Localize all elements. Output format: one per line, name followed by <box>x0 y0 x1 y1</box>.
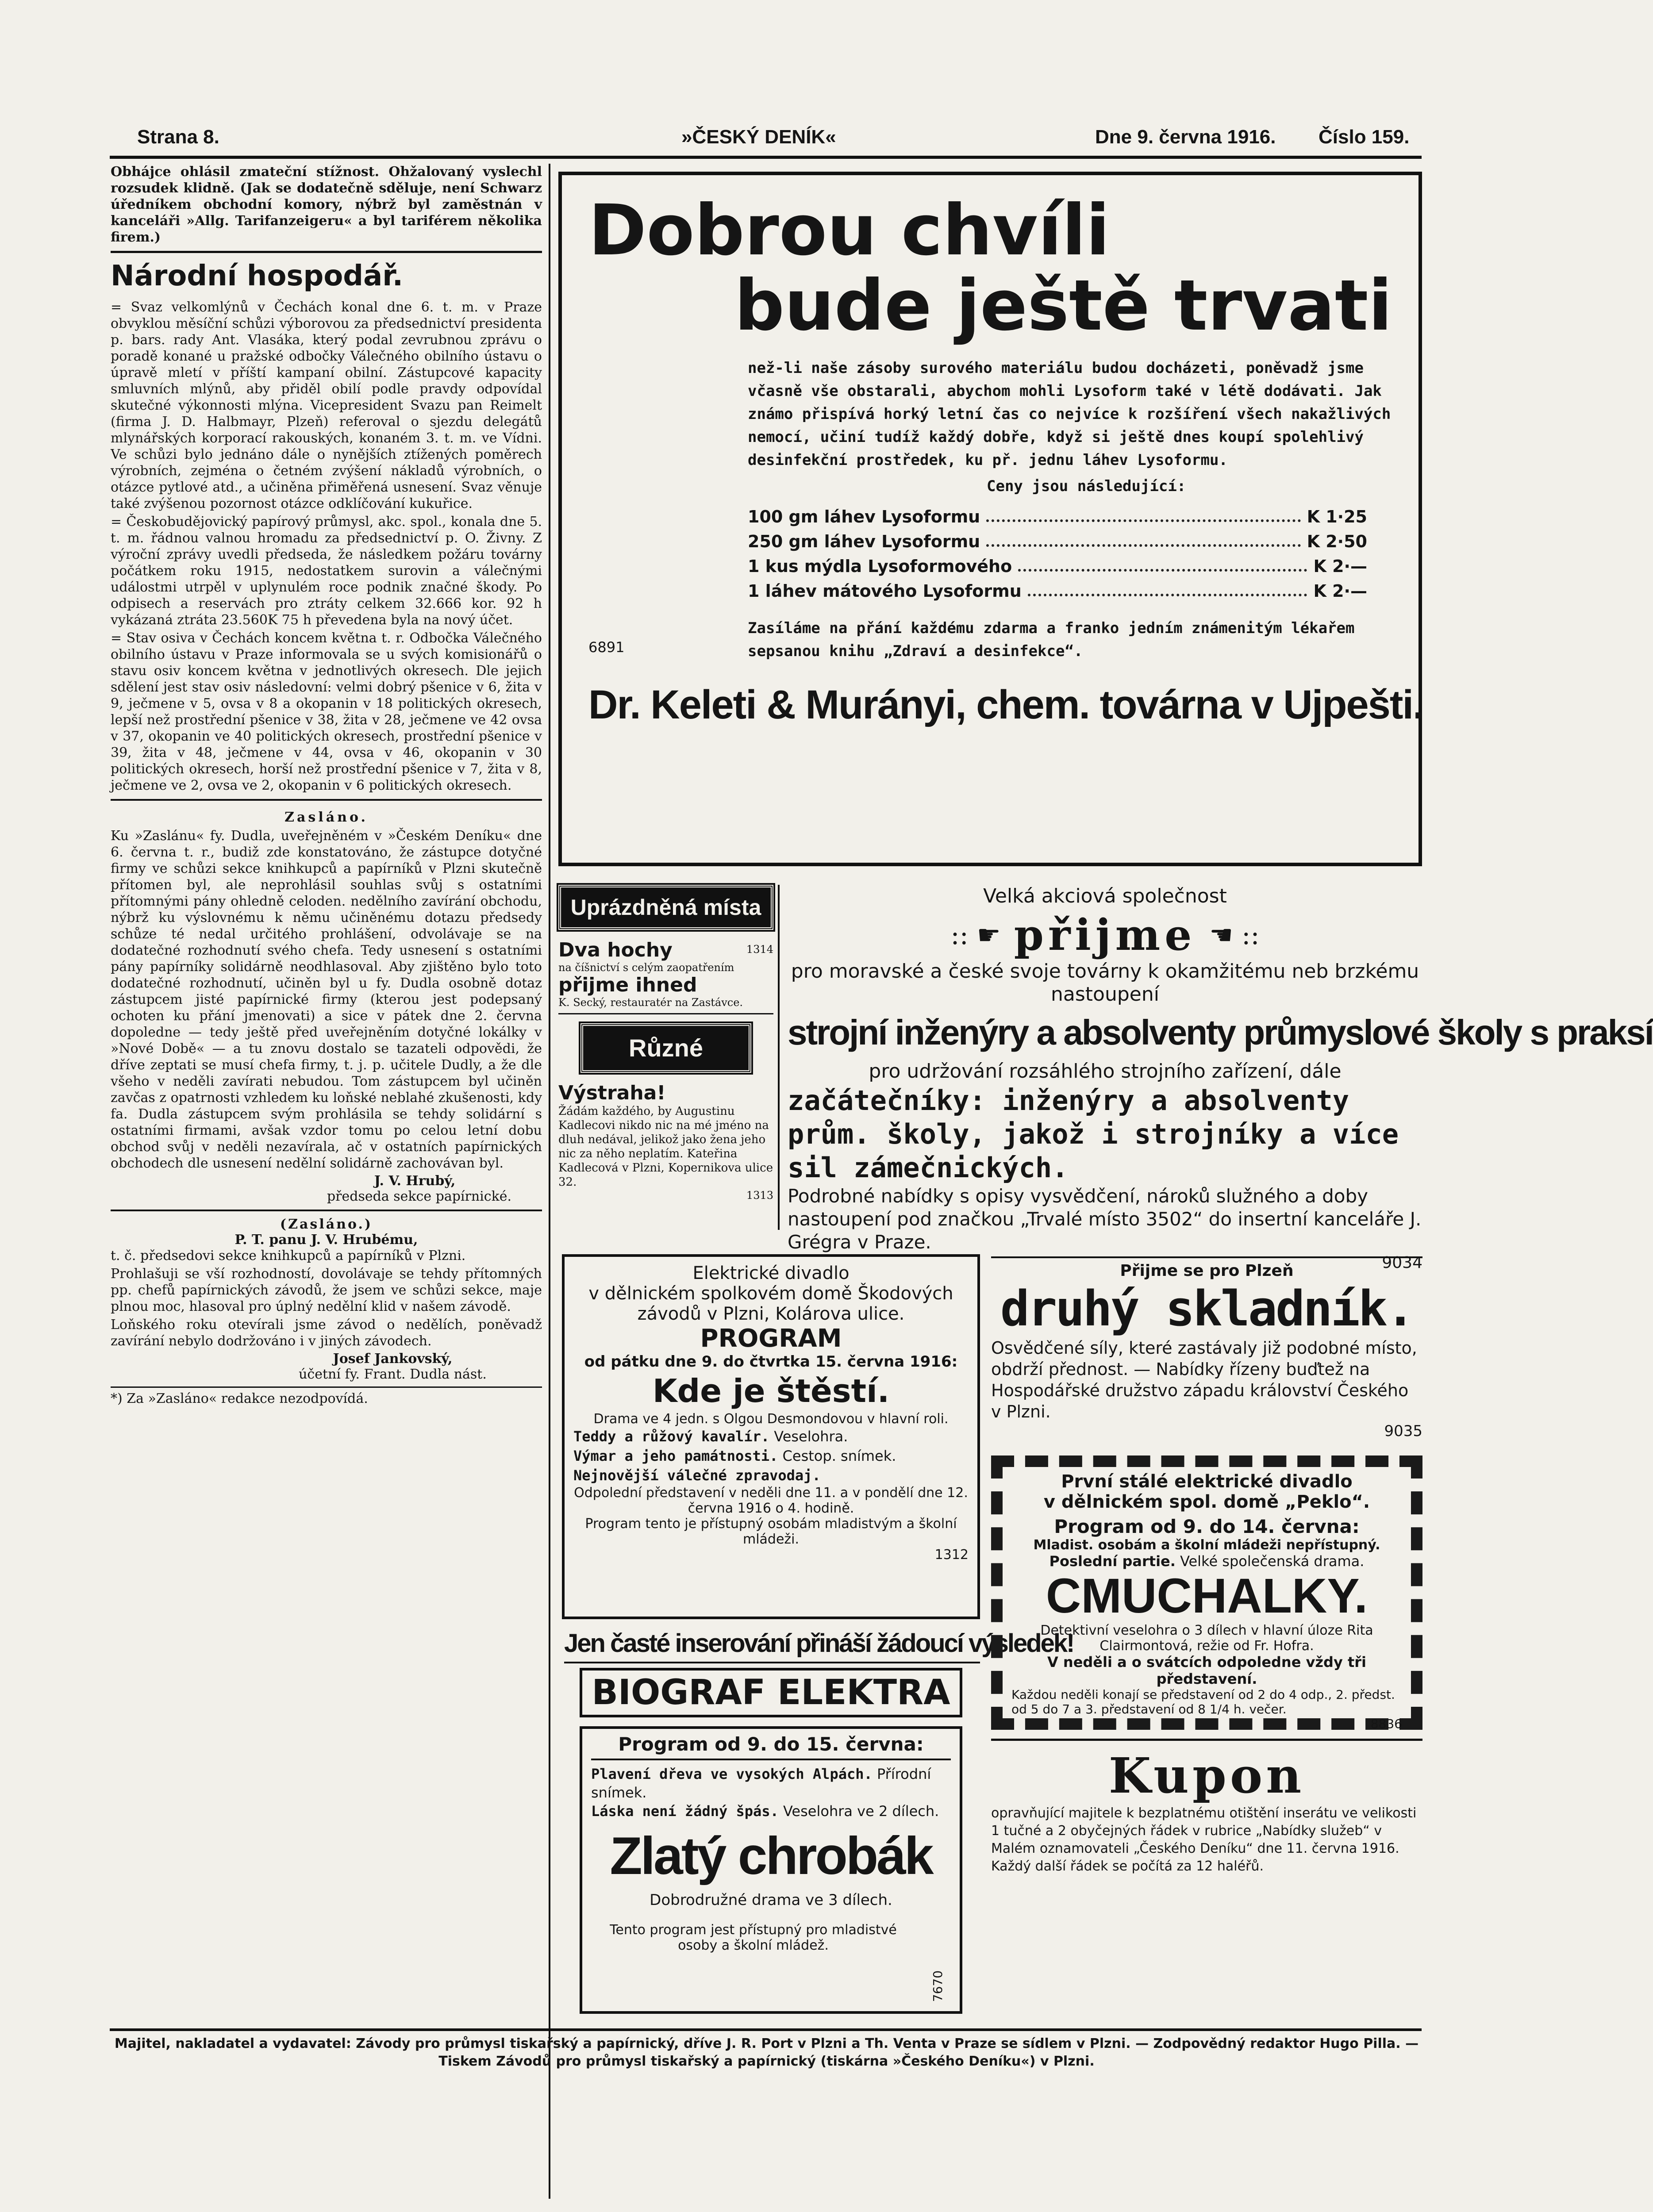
price-leader <box>986 529 1300 547</box>
skladnik-text: Osvědčené síly, které zastávaly již podobné místo, obdrží přednost. — Nabídky řízeny buďtež na Hospodářské družstvo západu království Českého v Plzni. <box>991 1338 1417 1421</box>
footer: Majitel, nakladatel a vydavatel: Závody pro průmysl tiskařský a papírnický, dříve J. R. Port v Plzni a Th. Venta v Praze se sídlem v Plzni. — Zodpovědný redaktor Hugo Pilla. — Tiskem Závodů pro průmysl tiskařský a papírnický (tiskárna »Českého Deníku«) v Plzni. <box>114 2036 1419 2069</box>
warning-title: Výstraha! <box>558 1082 666 1104</box>
theatre-code: 1312 <box>934 1547 969 1563</box>
price-row <box>748 579 1367 603</box>
hiring-details: Podrobné nabídky s opisy vysvědčení, nároků služného a doby nastoupení pod značkou „Trvalé místo 3502“ do insertní kanceláře J. Grégra v Praze. <box>788 1185 1422 1253</box>
peklo-note: Mladist. osobám a školní mládeži nepřístupný. <box>1033 1537 1380 1553</box>
lysoform-headline-1: Dobrou chvíli <box>588 190 1110 271</box>
hiring-top: Velká akciová společnost <box>983 885 1227 907</box>
biograf-note: Tento program jest přístupný pro mladistvé osoby a školní mládež. <box>610 1922 897 1953</box>
price-value: K 2·50 <box>1307 532 1367 551</box>
paper-title: »ČESKÝ DENÍK« <box>681 126 836 148</box>
theatre-desc: Drama ve 4 jedn. s Olgou Desmondovou v hlavní roli. <box>593 1411 949 1427</box>
page-header <box>0 126 1533 153</box>
warning-code: 1313 <box>746 1189 773 1202</box>
kupon-title: Kupon <box>1108 1747 1305 1804</box>
peklo-line-1: První stálé elektrické divadlo <box>1061 1471 1353 1492</box>
skladnik-ad <box>991 1256 1422 1442</box>
theatre-line-1: Elektrické divadlo <box>692 1263 850 1283</box>
zaslano-title: Zasláno. <box>284 810 368 825</box>
hiring-line-2: pro udržování rozsáhlého strojního zařízení, dále <box>869 1060 1342 1083</box>
zaslano-signature: J. V. Hrubý, <box>374 1173 456 1189</box>
peklo-line-2: v dělnickém spol. domě „Peklo“. <box>1043 1492 1370 1512</box>
theatre-times: Odpolední představení v neděli dne 11. a v pondělí dne 12. června 1916 o 4. hodině. <box>574 1485 968 1516</box>
column-divider <box>549 164 550 2199</box>
biograf-film-2: Láska není žádný špás. <box>591 1803 779 1820</box>
zaslano2-address: P. T. panu J. V. Hrubému, <box>234 1232 418 1248</box>
biograf-name: BIOGRAF ELEKTRA <box>580 1668 962 1717</box>
left-column <box>111 164 542 2119</box>
zaslano2-title: (Zasláno.) <box>280 1217 373 1232</box>
kupon-ad <box>991 1739 1422 2022</box>
skladnik-title: druhý skladník. <box>1000 1280 1414 1337</box>
price-value: K 2·— <box>1313 581 1367 601</box>
price-row <box>748 504 1367 529</box>
peklo-last-type: Velké společenská drama. <box>1180 1553 1365 1570</box>
page-number: Strana 8. <box>137 126 219 148</box>
zaslano2-signature: Josef Jankovský, <box>333 1351 453 1367</box>
price-leader <box>1018 554 1307 572</box>
article-osiva: = Stav osiva v Čechách koncem května t. r. Odbočka Válečného obilního ústavu v Praze informovala se u svých komisionářů o stavu osiv koncem května v jednotlivých okresech. Dle jejich sdělení jest stav osiv následovní: velmi dobrý pšenice v 6, žita v 9, ječmene v 5, ovsa v 8 a okopanin v 18 politických okresech, lepší než prostřední pšenice v 38, žita v 28, ječmene ve 42 ovsa v 37, okopanin ve 40 politických okresech, prostřední pšenice v 39, žita v 48, ječmene v 44, ovsa v 46, okopanin v 30 politických okresech, horší než prostřední pšenice v 7, žita v 8, ječmene ve 2, ovsa ve 2, okopanin v 6 politických okresech. <box>111 630 542 793</box>
theatre-title: Kde je štěstí. <box>652 1372 890 1409</box>
lysoform-offer: Zasíláme na přání každému zdarma a franko jedním známenitým lékařem sepsanou knihu „Zdraví a desinfekce“. <box>748 619 1355 660</box>
skladnik-top: Přijme se pro Plzeň <box>1120 1262 1294 1280</box>
price-leader <box>1028 579 1307 596</box>
peklo-ad <box>991 1455 1422 1730</box>
peklo-last: Poslední partie. <box>1049 1553 1176 1570</box>
lysoform-headline-2: bude ještě trvati <box>734 265 1392 346</box>
biograf-film-1: Plavení dřeva ve vysokých Alpách. <box>591 1766 873 1782</box>
boys-title: Dva hochy <box>558 939 673 961</box>
theatre-film-2: Teddy a růžový kavalír. <box>573 1428 770 1445</box>
hiring-pointer-right-icon: ☚ :: <box>1209 919 1260 951</box>
biograf-film-1-type: Přírodní snímek. <box>591 1766 931 1801</box>
peklo-dates: Program od 9. do 14. června: <box>1054 1516 1360 1537</box>
hiring-code: 9034 <box>1382 1254 1422 1272</box>
price-row <box>748 529 1367 554</box>
kupon-text: opravňující majitele k bezplatnému otištění inserátu ve velikosti 1 tučné a 2 obyčejných řádek v rubrice „Nabídky služeb“ v Malém oznamovateli „Českého Deníku“ dne 11. června 1916. Každý další řádek se počítá za 12 haléřů. <box>991 1805 1417 1874</box>
theatre-film-4: Nejnovější válečné zpravodaj. <box>573 1467 821 1484</box>
theatre-note: Program tento je přístupný osobám mladistvým a školní mládeži. <box>585 1516 957 1547</box>
zaslano2-address-role: t. č. předsedovi sekce knihkupců a papírníků v Plzni. <box>111 1248 466 1263</box>
section-rule-3 <box>111 1210 542 1211</box>
hiring-pointer-left-icon: :: ☛ <box>950 919 1001 951</box>
price-value: K 2·— <box>1313 557 1367 576</box>
hiring-beginners: začátečníky: inženýry a absolventy prům. školy, jakož i strojníky a více sil zámečnických. <box>788 1084 1399 1184</box>
tag-vacancies: Uprázdněná místa <box>558 885 773 930</box>
warning-text: Žádám každého, by Augustinu Kadlecovi nikdo nic na mé jméno na dluh nedával, jelikož jako žena jeho nic za něho neplatím. Kateřina Kadlecová v Plzni, Kopernikova ulice 32. <box>558 1105 773 1189</box>
theatre-line-3: závodů v Plzni, Kolárova ulice. <box>637 1304 905 1324</box>
lysoform-code: 6891 <box>588 639 625 656</box>
biograf-film-2-type: Veselohra ve 2 dílech. <box>783 1803 939 1820</box>
issue-date: Dne 9. června 1916. <box>1095 126 1276 148</box>
lysoform-ad <box>558 172 1422 866</box>
biograf-title: Zlatý chrobák <box>610 1826 932 1886</box>
biograf-program: Program od 9. do 15. června: <box>591 1733 951 1760</box>
peklo-daily: Každou neděli konají se představení od 2 do 4 odp., 2. předst. od 5 do 7 a 3. představení od 8 1/4 h. večer. <box>1011 1687 1395 1717</box>
biograf-program-box <box>580 1726 962 2014</box>
footnote: *) Za »Zasláno« redakce nezodpovídá. <box>111 1391 368 1406</box>
intro-text: Obhájce ohlásil zmateční stížnost. Ohžalovaný vyslechl rozsudek klidně. (Jak se dodatečně sděluje, není Schwarz úředníkem obchodní komory, nýbrž byl zaměstnán v kanceláři »Allg. Tarifanzeigeru« a byl tariférem několika firem.) <box>111 164 542 245</box>
price-item: 250 gm láhev Lysoformu <box>748 532 980 551</box>
peklo-code: 8836 <box>1370 1717 1402 1731</box>
theatre-ad <box>562 1254 980 1619</box>
section-title: Národní hospodář. <box>111 260 404 292</box>
slogan: Jen časté inserování přináší žádoucí výsledek! <box>564 1624 980 1663</box>
boys-code: 1314 <box>746 943 773 956</box>
price-value: K 1·25 <box>1307 507 1367 526</box>
lysoform-body: než-li naše zásoby surového materiálu budou docházeti, poněvadž jsme včasně vše obstarali, abychom mohli Lysoform také v létě dodávati. Jak známo přispívá horký letní čas co nejvíce k rozšíření všech nakažlivých nemocí, učiní tudíž každý dobře, když si ještě dnes koupí spolehlivý desinfekční prostředek, ku př. jednu láhev Lysoformu. <box>748 359 1391 469</box>
small-ads <box>558 885 780 1230</box>
theatre-line-2: v dělnickém spolkovém domě Škodových <box>588 1283 953 1304</box>
biograf-code: 7670 <box>930 1970 945 2002</box>
theatre-film-3-type: Cestop. snímek. <box>782 1448 896 1464</box>
lysoform-prices-title: Ceny jsou následující: <box>987 477 1186 495</box>
theatre-film-3: Výmar a jeho památnosti. <box>573 1448 778 1464</box>
issue-number: Číslo 159. <box>1319 126 1410 148</box>
biograf-ad <box>562 1668 980 2017</box>
boys-title-2: přijme ihned <box>558 974 697 996</box>
hiring-line-1: pro moravské a české svoje továrny k okamžitému neb brzkému nastoupení <box>791 960 1419 1006</box>
section-rule <box>111 251 542 253</box>
peklo-sunday: V neděli a o svátcích odpoledne vždy tři představení. <box>1047 1654 1366 1687</box>
footer-rule <box>110 2028 1422 2031</box>
peklo-title: CMUCHALKY. <box>1046 1569 1368 1623</box>
header-rule <box>110 156 1422 159</box>
theatre-program: PROGRAM <box>700 1324 842 1353</box>
price-list <box>748 504 1367 603</box>
zaslano2-text-b: Loňského roku otevírali jsme závod o nedělích, poněvadž zavírání nebylo dodržováno i v jiných závodech. <box>111 1317 542 1349</box>
theatre-dates: od pátku dne 9. do čtvrtka 15. června 1916: <box>584 1353 958 1371</box>
lysoform-company: Dr. Keleti & Murányi, chem. továrna v Ujpešti. <box>588 682 1423 727</box>
zaslano-signature-role: předseda sekce papírnické. <box>327 1189 512 1204</box>
price-item: 1 láhev mátového Lysoformu <box>748 581 1022 601</box>
boys-sign: K. Secký, restauratér na Zastávce. <box>558 996 773 1014</box>
price-item: 100 gm láhev Lysoformu <box>748 507 980 526</box>
skladnik-code: 9035 <box>1384 1422 1422 1440</box>
article-papirovy: = Českobudějovický papírový průmysl, akc. spol., konala dne 5. t. m. řádnou valnou hromadu za předsednictví p. O. Živny. Z výroční zprávy uvedli předseda, že následkem požáru továrny počátkem roku 1915, nedostatkem surovin a válečnými událostmi utrpěl v uplynulém roce podnik značné škody. Po odpisech a reservách pro ztráty celkem 32.666 kor. 92 h vykázaná ztráta 23.560K 75 h převedena byla na nový účet. <box>111 514 542 628</box>
hiring-title: přijme <box>1014 910 1196 960</box>
footnote-rule <box>111 1386 542 1388</box>
boys-text: na číšnictví s celým zaopatřením <box>558 961 734 974</box>
hiring-big: strojní inženýry a absolventy průmyslové školy s praksí <box>788 1013 1653 1052</box>
article-svaz: = Svaz velkomlýnů v Čechách konal dne 6. t. m. v Praze obvyklou měsíční schůzi výborovou za předsednictví presidenta p. bars. rady Ant. Vlasáka, který podal zevrubnou zprávu o poradě konané u pražské odbočky Válečného obilního ústavu o úpravě mletí v příští kampaní obilní. Zástupcové kapacity smluvních mlýnů, aby přiděl obilí podle pravdy odpovídal skutečné výkonnosti mlýna. Vicepresident Svazu pan Reimelt (firma J. D. Halbmayr, Plzeň) referoval o sjezdu delegátů mlynářských korporací rakouských, konaném 3. t. m. ve Vídni. Ve schůzi bylo jednáno dále o nynějších ztížených poměrech výrobních, zejména o četném zvýšení nákladů výrobních, o otázce pytlové atd., a učiněna přiměřená usnesení. Svaz věnuje také zvýšenou pozornost otázce odklíčování kukuřice. <box>111 300 542 511</box>
price-item: 1 kus mýdla Lysoformového <box>748 557 1012 576</box>
zaslano2-text: Prohlašuji se vší rozhodností, dovolávaje se tehdy přítomných pp. chefů papírnických závodů, že jsem ve schůzi sekce, maje plnou moc, hlasoval pro úplný nedělní klid v našem závodě. <box>111 1266 542 1314</box>
price-leader <box>986 504 1300 522</box>
peklo-desc: Detektivní veselohra o 3 dílech v hlavní úloze Rita Clairmontová, režie od Fr. Hofra. <box>1040 1623 1373 1654</box>
price-row <box>748 554 1367 579</box>
zaslano-text: Ku »Zaslánu« fy. Dudla, uveřejněném v »Českém Deníku« dne 6. června t. r., budiž zde konstatováno, že zástupce dotyčné firmy ve schůzi sekce knihkupců a papírníků v Plzni skutečně přítomen byl, ale neprohlásil souhlas svůj s ostatními přítomnými pány ohledně celoden. nedělního zavírání obchodu, nýbrž ku výslovnému k němu učiněnému dotazu předsedy schůze té nedal určitého prohlášení, odvolávaje se na dodatečné rozhodnutí svého chefa. Tedy usnesení s ostatními pány papírníky solidárně neodhlasoval. Aby zjištěno bylo toto dodatečné rozhodnutí, učiněn byl u fy. Dudla osobně dotaz zástupcem jisté papírnické firmy (kterou jest podepsaný ochoten ku přání jmenovati) a sice v pátek dne 2. června dopoledne — tedy ještě před uveřejněním dotyčné lokálky v »Nové Době« — a tu znovu dostalo se tazateli odpovědi, že dříve zeptati se musí chefa firmy, t. j. p. učitele Dudly, a že dle všeho v neděli zavírati nebudou. Tom zástupcem byl učiněn zavčas z opatrnosti vzhledem ku loňské neblahé zkušenosti, kdy fa. Dudla zástupcem svým prohlásila se tehdy solidární s ostatními firmami, avšak vzdor tomu po celou letní dobu obchod svůj v neděli nezavírala, ač v ostatních papírnických obchodech dle usnesení nedělní solidárně zachovávan byl. <box>111 828 542 1171</box>
biograf-title-desc: Dobrodružné drama ve 3 dílech. <box>650 1891 892 1909</box>
zaslano2-signature-role: účetní fy. Frant. Dudla nást. <box>299 1367 487 1382</box>
section-rule-2 <box>111 799 542 801</box>
theatre-film-2-type: Veselohra. <box>774 1428 848 1445</box>
tag-misc: Různé <box>580 1023 751 1073</box>
